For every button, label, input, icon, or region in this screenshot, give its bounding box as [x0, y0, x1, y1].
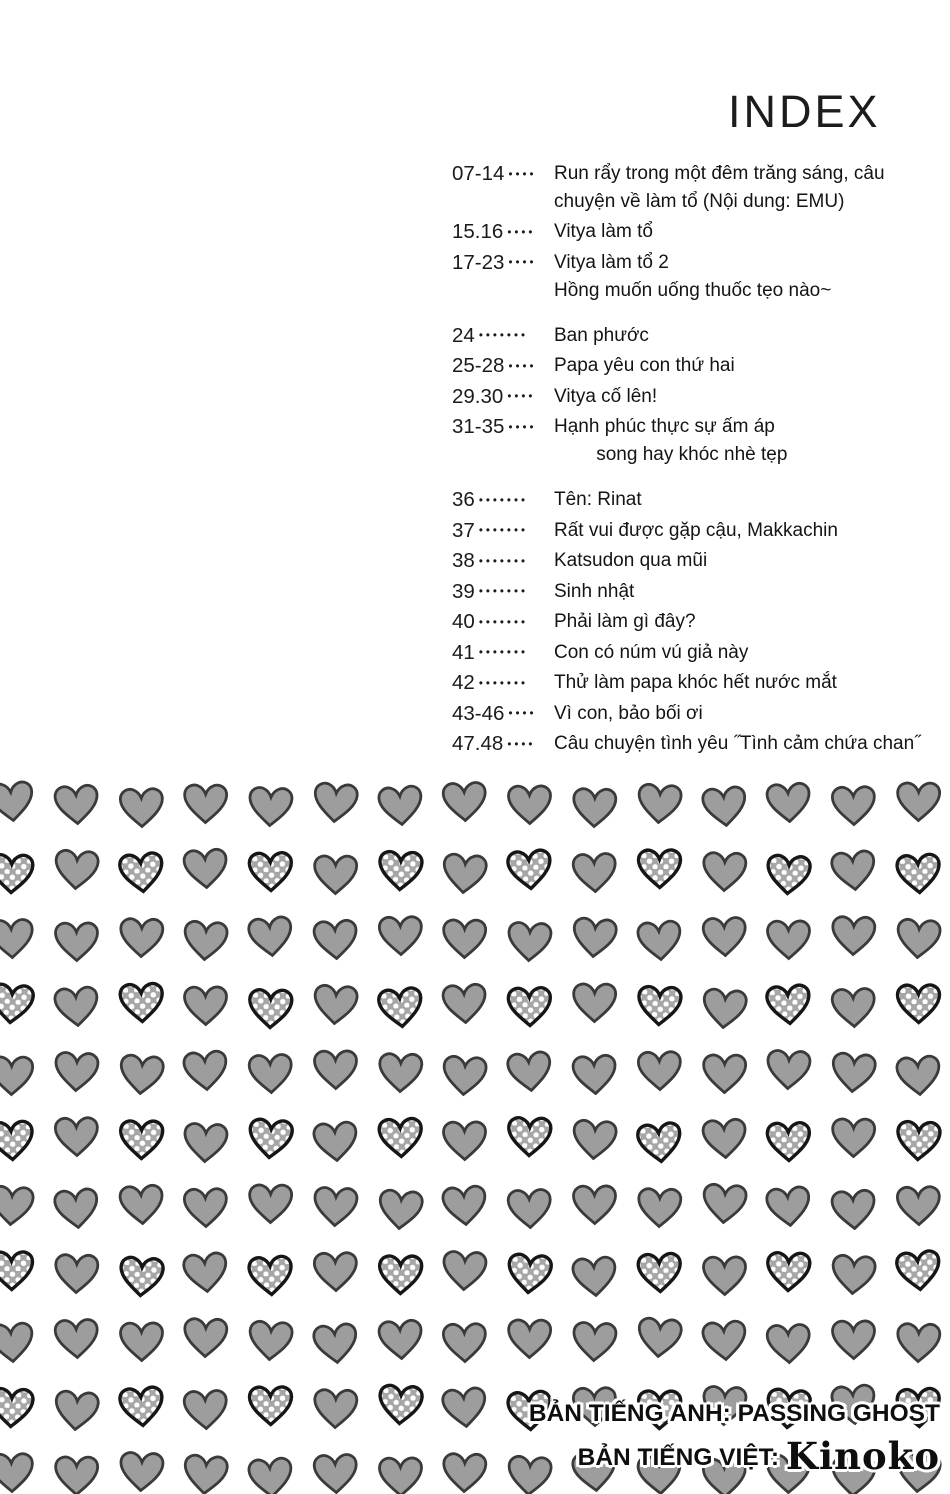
heart-icon: [246, 1182, 296, 1226]
heart-icon: [310, 917, 361, 963]
heart-icon: [180, 846, 231, 892]
index-list: [452, 160, 950, 761]
index-entry: [452, 700, 950, 729]
heart-icon: [633, 917, 685, 963]
heart-row: [0, 1319, 943, 1363]
polka-dot-heart-icon: [375, 1253, 425, 1297]
entry-page-numbers: 07-14 ••••: [452, 162, 537, 185]
heart-icon: [699, 1052, 749, 1096]
polka-dot-heart-icon: [635, 847, 684, 890]
heart-icon: [115, 1449, 166, 1494]
heart-icon: [699, 1116, 750, 1162]
index-entry: [452, 413, 950, 469]
leader-dots: •••••••: [478, 647, 528, 659]
heart-icon: [181, 782, 231, 826]
heart-icon: [569, 1052, 620, 1098]
heart-icon: [0, 778, 38, 825]
heart-icon: [439, 1052, 491, 1098]
heart-row: [0, 1185, 943, 1229]
heart-icon: [311, 853, 361, 897]
heart-row: [0, 917, 943, 961]
heart-icon: [245, 1051, 295, 1096]
entry-page-numbers: 37 •••••••: [452, 518, 528, 542]
heart-icon: [894, 1184, 944, 1228]
polka-dot-heart-icon: [245, 1253, 296, 1299]
heart-icon: [310, 1451, 360, 1494]
heart-icon: [181, 1387, 231, 1432]
polka-dot-heart-icon: [503, 1250, 556, 1297]
index-entry: [452, 249, 950, 305]
index-entry: [452, 383, 950, 412]
polka-dot-heart-icon: [0, 1249, 36, 1292]
page-title: INDEX: [728, 86, 881, 137]
entry-title: [554, 218, 653, 246]
leader-dots: ••••: [508, 708, 537, 720]
heart-icon: [115, 1051, 168, 1098]
heart-icon: [309, 779, 362, 826]
heart-icon: [763, 1047, 814, 1093]
heart-icon: [311, 1250, 361, 1294]
heart-icon: [50, 1185, 103, 1232]
index-entry: [452, 322, 950, 351]
heart-icon: [180, 917, 232, 963]
leader-dots: ••••: [508, 421, 537, 434]
heart-icon: [764, 918, 813, 961]
credits: [529, 1394, 940, 1478]
entry-page-numbers: 31-35 ••••: [452, 415, 537, 438]
heart-icon: [51, 1115, 101, 1159]
polka-dot-heart-icon: [763, 851, 815, 897]
polka-dot-heart-icon: [374, 984, 427, 1031]
heart-icon: [311, 1048, 360, 1091]
entry-title: [554, 578, 634, 606]
index-entry: [452, 517, 950, 546]
heart-icon: [51, 782, 102, 828]
leader-dots: •••••••: [478, 677, 528, 690]
entry-title-line: Rất vui được gặp cậu, Makkachin: [554, 519, 838, 541]
entry-page-numbers: 25-28 ••••: [452, 354, 537, 377]
heart-icon: [374, 782, 426, 828]
credit-vietnamese: [529, 1436, 940, 1478]
heart-icon: [310, 1184, 361, 1230]
entry-title-line: chuyện về làm tổ (Nội dung: EMU): [554, 191, 845, 212]
index-entry: [452, 608, 950, 637]
heart-icon: [116, 915, 166, 960]
heart-icon: [893, 1320, 943, 1365]
heart-icon: [0, 1319, 37, 1365]
heart-icon: [245, 784, 296, 830]
heart-icon: [828, 985, 878, 1030]
index-entry: [452, 486, 950, 515]
hearts-pattern: [0, 783, 943, 1494]
heart-row: [0, 1051, 943, 1095]
heart-icon: [375, 914, 425, 958]
heart-icon: [892, 915, 944, 961]
heart-icon: [828, 913, 878, 958]
heart-icon: [504, 919, 555, 965]
heart-icon: [51, 1454, 101, 1494]
polka-dot-heart-icon: [892, 1247, 945, 1294]
heart-icon: [440, 1321, 490, 1365]
heart-icon: [245, 1317, 297, 1363]
heart-row: [0, 1118, 943, 1162]
entry-title: [554, 730, 921, 758]
entry-title-line: Vitya làm tổ 2: [554, 251, 669, 273]
heart-icon: [503, 1048, 556, 1095]
heart-icon: [51, 1316, 101, 1361]
heart-icon: [116, 786, 166, 830]
heart-icon: [181, 984, 230, 1027]
entry-title-line: song hay khóc nhè tẹp: [554, 444, 788, 465]
heart-icon: [374, 1186, 427, 1233]
polka-dot-heart-icon: [893, 851, 944, 897]
polka-dot-heart-icon: [115, 849, 168, 896]
translator-group-name: Kinoko: [785, 1434, 940, 1478]
heart-icon: [115, 1182, 166, 1228]
heart-icon: [764, 1321, 814, 1366]
heart-icon: [700, 1254, 749, 1297]
heart-icon: [829, 1116, 879, 1160]
entry-title-line: Vitya cố lên!: [554, 385, 658, 407]
heart-icon: [440, 917, 490, 961]
polka-dot-heart-icon: [115, 1383, 167, 1429]
entry-page-numbers: 43-46 ••••: [452, 701, 537, 725]
index-entry: [452, 352, 950, 381]
entry-page-numbers: 24 •••••••: [452, 323, 528, 347]
heart-icon: [569, 850, 619, 895]
heart-icon: [698, 1317, 750, 1363]
heart-icon: [440, 1119, 489, 1162]
heart-icon: [698, 985, 751, 1032]
polka-dot-heart-icon: [763, 981, 815, 1027]
entry-title: [554, 639, 748, 667]
heart-icon: [829, 784, 879, 828]
entry-title: [554, 160, 885, 216]
entry-page-numbers: 40 •••••••: [452, 610, 528, 633]
entry-title-line: Con có núm vú giả này: [554, 641, 749, 663]
heart-icon: [376, 1455, 425, 1494]
entry-page-numbers: 38 •••••••: [452, 549, 528, 572]
polka-dot-heart-icon: [0, 1385, 37, 1431]
heart-icon: [439, 981, 490, 1027]
polka-dot-heart-icon: [505, 1114, 555, 1159]
entry-title-line: Hạnh phúc thực sự ấm áp: [554, 416, 775, 437]
polka-dot-heart-icon: [115, 1253, 167, 1299]
entry-title: [554, 352, 735, 380]
heart-icon: [828, 1187, 879, 1233]
index-entry: [452, 669, 950, 698]
polka-dot-heart-icon: [374, 1381, 426, 1427]
heart-icon: [439, 850, 492, 897]
index-entry: [452, 639, 950, 668]
polka-dot-heart-icon: [764, 1120, 814, 1164]
leader-dots: •••••••: [478, 330, 528, 342]
entry-title: [554, 383, 657, 411]
heart-icon: [52, 920, 101, 963]
heart-icon: [569, 785, 619, 830]
heart-icon: [50, 1387, 103, 1434]
heart-icon: [440, 1450, 490, 1494]
polka-dot-heart-icon: [634, 1250, 684, 1295]
heart-icon: [440, 779, 490, 824]
polka-dot-heart-icon: [246, 850, 296, 894]
polka-dot-heart-icon: [375, 1115, 425, 1160]
heart-icon: [699, 914, 749, 959]
heart-icon: [0, 1054, 36, 1098]
polka-dot-heart-icon: [244, 1115, 297, 1162]
polka-dot-heart-icon: [245, 986, 295, 1031]
entry-page-numbers: 47.48 ••••: [452, 732, 536, 755]
entry-page-numbers: 42 •••••••: [452, 671, 528, 694]
heart-icon: [829, 1318, 878, 1361]
entry-page-numbers: 15.16 ••••: [452, 220, 536, 243]
entry-title-line: Phải làm gì đây?: [554, 611, 696, 632]
heart-icon: [180, 1451, 233, 1494]
heart-row: [0, 850, 943, 894]
leader-dots: •••••••: [478, 586, 528, 598]
entry-title-line: Katsudon qua mũi: [554, 550, 708, 571]
index-entry: [452, 547, 950, 576]
heart-icon: [569, 1253, 621, 1299]
leader-dots: •••••••: [478, 555, 528, 568]
heart-row: [0, 783, 943, 827]
index-entry: [452, 730, 950, 759]
index-entry: [452, 160, 950, 216]
heart-icon: [505, 1317, 555, 1361]
credit-vietnamese-label: BẢN TIẾNG VIỆT:: [577, 1444, 786, 1471]
heart-icon: [180, 1047, 232, 1093]
heart-icon: [181, 1186, 231, 1230]
heart-icon: [698, 1180, 750, 1226]
entry-title: [554, 608, 696, 636]
leader-dots: ••••: [507, 226, 536, 239]
heart-icon: [439, 1248, 490, 1294]
leader-dots: ••••: [507, 391, 536, 403]
heart-icon: [827, 847, 880, 894]
heart-icon: [634, 1049, 684, 1093]
entry-title: [554, 547, 707, 575]
leader-dots: ••••: [508, 360, 537, 373]
entry-title-line: Câu chuyện tình yêu ˝Tình cảm chứa chan˝: [554, 733, 921, 754]
entry-title: [554, 517, 838, 545]
entry-title-line: Tên: Rinat: [554, 489, 642, 510]
polka-dot-heart-icon: [116, 980, 166, 1025]
polka-dot-heart-icon: [633, 1119, 686, 1166]
heart-icon: [245, 1454, 297, 1494]
heart-icon: [309, 1118, 361, 1164]
heart-icon: [634, 1185, 684, 1230]
entry-title: [554, 322, 649, 350]
heart-icon: [505, 783, 554, 826]
heart-icon: [50, 983, 102, 1029]
heart-icon: [51, 1049, 102, 1095]
heart-icon: [439, 1384, 492, 1431]
heart-icon: [892, 1052, 944, 1098]
heart-icon: [375, 1050, 425, 1095]
entry-title-line: Vì con, bảo bối ơi: [554, 702, 703, 724]
heart-icon: [570, 1183, 619, 1226]
heart-icon: [181, 1315, 231, 1360]
heart-icon: [827, 1049, 880, 1096]
heart-icon: [117, 1320, 166, 1363]
leader-dots: ••••: [508, 168, 537, 181]
heart-icon: [505, 1186, 555, 1231]
heart-row: [0, 1252, 943, 1296]
heart-icon: [569, 1319, 620, 1365]
heart-icon: [763, 780, 814, 826]
heart-icon: [763, 1183, 816, 1230]
heart-icon: [180, 1120, 231, 1166]
heart-icon: [244, 913, 297, 960]
heart-icon: [699, 849, 749, 894]
heart-icon: [569, 1116, 621, 1162]
heart-icon: [570, 981, 620, 1025]
index-entry: [452, 218, 950, 247]
entry-title-line: Run rẩy trong một đêm trăng sáng, câu: [554, 163, 885, 184]
polka-dot-heart-icon: [504, 846, 556, 892]
heart-row: [0, 984, 943, 1028]
entry-title-line: Vitya làm tổ: [554, 221, 653, 242]
entry-title-line: Ban phước: [554, 324, 649, 346]
index-entry: [452, 578, 950, 607]
heart-icon: [50, 846, 102, 892]
entry-title-line: Sinh nhật: [554, 580, 635, 602]
polka-dot-heart-icon: [0, 851, 37, 896]
polka-dot-heart-icon: [893, 1118, 944, 1164]
polka-dot-heart-icon: [375, 848, 426, 894]
entry-title: [554, 669, 837, 697]
entry-page-numbers: 29.30 ••••: [452, 384, 536, 408]
entry-page-numbers: 41 •••••••: [452, 640, 528, 664]
heart-icon: [375, 1317, 426, 1363]
entry-title: [554, 700, 703, 728]
leader-dots: •••••••: [478, 494, 528, 507]
polka-dot-heart-icon: [246, 1384, 295, 1427]
heart-icon: [828, 1251, 880, 1297]
polka-dot-heart-icon: [505, 985, 555, 1029]
heart-icon: [633, 1314, 686, 1361]
heart-icon: [0, 1451, 36, 1494]
entry-title-line: Thử làm papa khóc hết nước mắt: [554, 672, 837, 693]
entry-page-numbers: 36 •••••••: [452, 488, 528, 511]
heart-icon: [51, 1251, 101, 1296]
heart-icon: [568, 914, 621, 961]
entry-title-line: Papa yêu con thứ hai: [554, 355, 735, 376]
heart-icon: [309, 1320, 362, 1367]
polka-dot-heart-icon: [0, 1118, 37, 1164]
heart-icon: [309, 981, 361, 1027]
heart-icon: [0, 916, 37, 961]
credit-english: BẢN TIẾNG ANH: PASSING GHOST: [528, 1400, 940, 1427]
polka-dot-heart-icon: [116, 1118, 166, 1162]
entry-page-numbers: 17-23 ••••: [452, 250, 537, 274]
heart-icon: [633, 780, 685, 826]
leader-dots: ••••: [507, 738, 536, 751]
heart-icon: [180, 1249, 233, 1296]
heart-icon: [698, 783, 751, 830]
polka-dot-heart-icon: [634, 983, 685, 1029]
heart-icon: [894, 780, 944, 824]
polka-dot-heart-icon: [764, 1249, 814, 1294]
polka-dot-heart-icon: [894, 982, 943, 1025]
entry-title-line: Hồng muốn uống thuốc tẹo nào~: [554, 279, 832, 301]
entry-title: [554, 249, 831, 305]
leader-dots: ••••: [508, 257, 537, 269]
leader-dots: •••••••: [478, 616, 528, 629]
leader-dots: •••••••: [478, 525, 528, 537]
polka-dot-heart-icon: [0, 980, 38, 1027]
heart-icon: [310, 1386, 360, 1431]
entry-title: [554, 413, 787, 469]
entry-title: [554, 486, 642, 514]
heart-icon: [439, 1182, 491, 1228]
entry-page-numbers: 39 •••••••: [452, 579, 528, 603]
heart-icon: [0, 1182, 37, 1228]
